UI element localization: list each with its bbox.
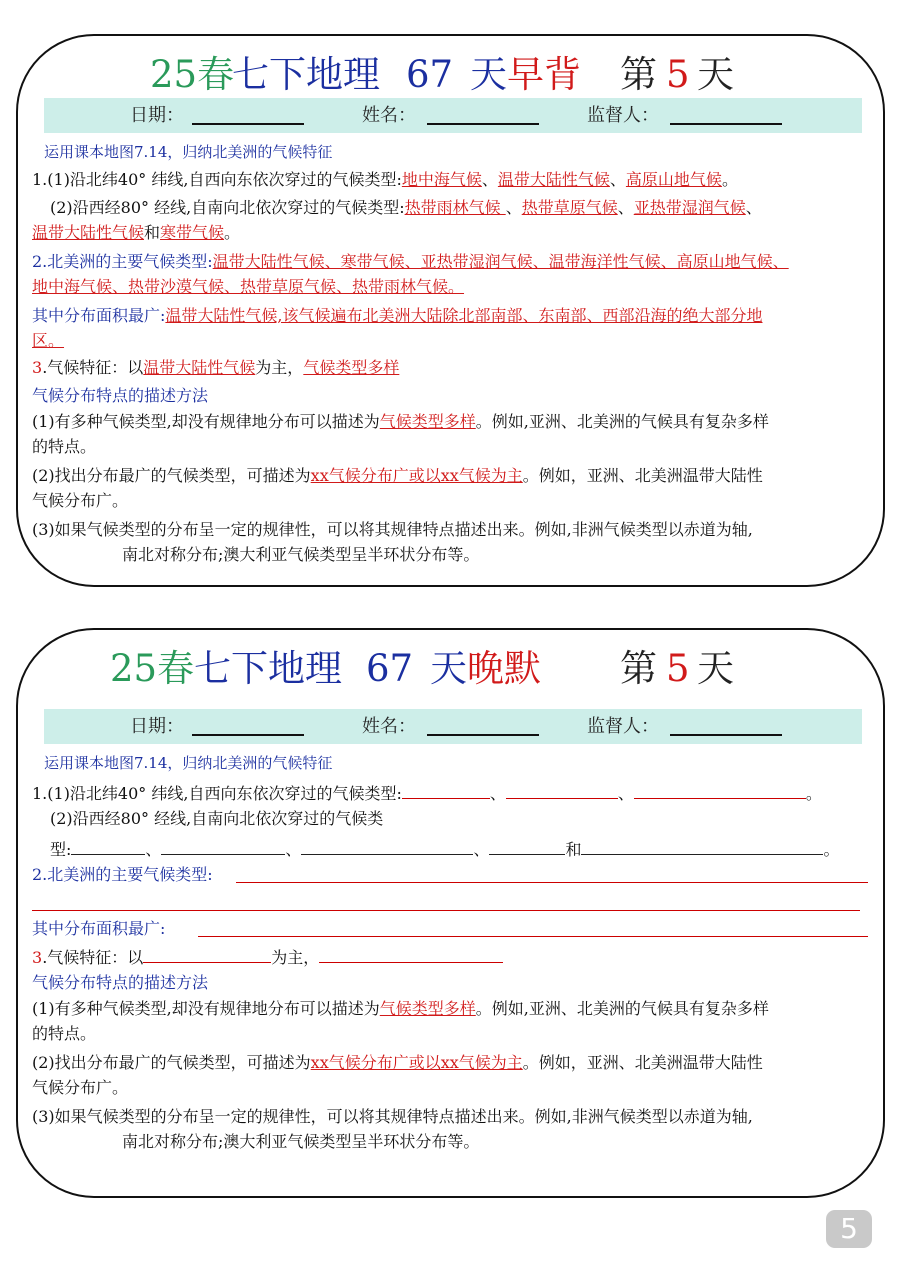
q1-line3: [50, 836, 839, 862]
method-2-line1: [32, 1051, 763, 1075]
q2-line1: [32, 250, 789, 274]
q1-line2: [50, 196, 762, 220]
title-days: 67: [366, 647, 414, 690]
separator: 和: [144, 223, 161, 242]
name-field[interactable]: [427, 123, 539, 125]
title-day-number: 5: [666, 647, 690, 690]
q3-label: .气候特征：以: [42, 358, 144, 377]
q2b-label: 其中分布面积最广:: [32, 306, 166, 325]
morning-card: [16, 34, 885, 587]
answer-blank[interactable]: [301, 836, 473, 855]
q1-line2: (2)沿西经80° 经线,自南向北依次穿过的气候类: [50, 809, 384, 828]
name-label: 姓名：: [362, 716, 416, 737]
q1b-label: (2)沿西经80° 经线,自南向北依次穿过的气候类型:: [50, 198, 405, 217]
method-title: 气候分布特点的描述方法: [32, 973, 209, 992]
answer: 温带大陆性气候、寒带气候、亚热带湿润气候、温带海洋性气候、高原山地气候、: [212, 252, 789, 271]
q2b-line1: [32, 304, 763, 328]
answer: 热带雨林气候: [404, 198, 506, 217]
answer-blank[interactable]: [581, 836, 823, 855]
title-prefix: 25春: [110, 647, 195, 690]
title-type: 早背: [507, 53, 581, 96]
date-field[interactable]: [192, 734, 304, 736]
title-days: 67: [406, 53, 454, 96]
separator: 。: [721, 170, 738, 189]
card-title: [18, 638, 883, 700]
separator: 、: [617, 784, 634, 803]
title-di: 第: [620, 53, 657, 96]
answer: 气候类型多样: [303, 358, 400, 377]
method-1-line1: [32, 997, 769, 1021]
answer-blank[interactable]: [634, 780, 806, 799]
separator: 和: [565, 840, 582, 859]
supervisor-label: 监督人：: [587, 716, 659, 737]
evening-card: [16, 628, 885, 1198]
date-field[interactable]: [192, 123, 304, 125]
q3-mid: 为主，: [271, 948, 320, 967]
supervisor-field[interactable]: [670, 123, 782, 125]
answer: 地中海气候、热带沙漠气候、热带草原气候、热带雨林气候。: [32, 277, 465, 296]
intro-text: 运用课本地图7.14，归纳北美洲的气候特征: [44, 143, 333, 161]
answer-line[interactable]: [236, 882, 868, 883]
title-tian2: 天: [697, 647, 734, 690]
title-prefix: 25春: [150, 53, 235, 96]
method-text: 。例如,亚洲、北美洲的气候具有复杂多样: [475, 999, 769, 1018]
answer: 温带大陆性气候: [497, 170, 610, 189]
answer: 气候类型多样: [379, 999, 476, 1018]
separator: 。: [805, 784, 822, 803]
q3-label: .气候特征：以: [42, 948, 144, 967]
method-3-line2: 南北对称分布;澳大利亚气候类型呈半环状分布等。: [122, 1132, 480, 1151]
separator: 、: [745, 198, 762, 217]
q2b-line2: [32, 329, 64, 353]
method-text: 。例如,亚洲、北美洲的气候具有复杂多样: [475, 412, 769, 431]
answer: 气候类型多样: [379, 412, 476, 431]
title-course: 七下地理: [194, 647, 342, 690]
answer: 高原山地气候: [625, 170, 722, 189]
supervisor-field[interactable]: [670, 734, 782, 736]
name-label: 姓名：: [362, 105, 416, 126]
card-title: [18, 44, 883, 106]
separator: 。: [224, 223, 241, 242]
answer-blank[interactable]: [319, 944, 503, 963]
date-label: 日期：: [130, 105, 184, 126]
answer-line[interactable]: [198, 936, 868, 937]
page-number-badge: 5: [826, 1210, 872, 1248]
answer: 地中海气候: [401, 170, 482, 189]
separator: 、: [285, 840, 302, 859]
separator: 、: [473, 840, 490, 859]
separator: 、: [609, 170, 626, 189]
method-2-line1: [32, 464, 763, 488]
title-day-number: 5: [666, 53, 690, 96]
date-label: 日期：: [130, 716, 184, 737]
supervisor-label: 监督人：: [587, 105, 659, 126]
method-title: 气候分布特点的描述方法: [32, 386, 209, 405]
answer: xx气候分布广或以xx气候为主: [310, 1053, 523, 1072]
method-2-line2: 气候分布广。: [32, 491, 129, 510]
title-di: 第: [620, 647, 657, 690]
q1b-label: 型:: [50, 840, 72, 859]
method-1-line1: [32, 410, 769, 434]
answer-blank[interactable]: [161, 836, 285, 855]
q2-line2: [32, 275, 464, 299]
answer: 温带大陆性气候,该气候遍布北美洲大陆除北部南部、东南部、西部沿海的绝大部分地: [165, 306, 763, 325]
q2b-label: 其中分布面积最广:: [32, 919, 166, 938]
method-text: 。例如，亚洲、北美洲温带大陆性: [522, 466, 763, 485]
name-field[interactable]: [427, 734, 539, 736]
method-text: (2)找出分布最广的气候类型，可描述为: [32, 1053, 311, 1072]
separator: 、: [505, 198, 522, 217]
answer: xx气候分布广或以xx气候为主: [310, 466, 523, 485]
method-3-line2: 南北对称分布;澳大利亚气候类型呈半环状分布等。: [122, 545, 480, 564]
method-text: (1)有多种气候类型,却没有规律地分布可以描述为: [32, 999, 380, 1018]
answer-blank[interactable]: [143, 944, 271, 963]
q3-mid: 为主，: [255, 358, 304, 377]
q2-label: 2.北美洲的主要气候类型:: [32, 252, 213, 271]
title-tian: 天: [470, 53, 507, 96]
method-text: (1)有多种气候类型,却没有规律地分布可以描述为: [32, 412, 380, 431]
title-tian: 天: [430, 647, 467, 690]
answer: 寒带气候: [160, 223, 225, 242]
answer: 区。: [32, 331, 65, 350]
answer-blank[interactable]: [489, 836, 565, 855]
q3-number: 3: [32, 948, 43, 967]
separator: 、: [489, 784, 506, 803]
answer-blank[interactable]: [71, 836, 145, 855]
answer-line[interactable]: [32, 910, 860, 911]
method-text: (2)找出分布最广的气候类型，可描述为: [32, 466, 311, 485]
q2-label: 2.北美洲的主要气候类型:: [32, 865, 213, 884]
separator: 、: [481, 170, 498, 189]
q3-line: [32, 356, 399, 380]
title-tian2: 天: [697, 53, 734, 96]
method-text: 。例如，亚洲、北美洲温带大陆性: [522, 1053, 763, 1072]
info-bar: [44, 709, 862, 744]
method-1-line2: 的特点。: [32, 1024, 97, 1043]
q1-label: 1.(1)沿北纬40° 纬线,自西向东依次穿过的气候类型:: [32, 784, 402, 803]
answer: 温带大陆性气候: [143, 358, 256, 377]
q3-line: [32, 944, 503, 970]
answer: 温带大陆性气候: [32, 223, 145, 242]
method-3-line1: (3)如果气候类型的分布呈一定的规律性，可以将其规律特点描述出来。例如,非洲气候类型以赤道为轴,: [32, 520, 753, 539]
q1-line1: [32, 168, 738, 192]
answer: 亚热带湿润气候: [633, 198, 746, 217]
q1-line3: [32, 221, 240, 245]
intro-text: 运用课本地图7.14，归纳北美洲的气候特征: [44, 754, 333, 772]
separator: 。: [823, 840, 840, 859]
title-course: 七下地理: [232, 53, 380, 96]
method-1-line2: 的特点。: [32, 437, 97, 456]
info-bar: [44, 98, 862, 133]
answer-blank[interactable]: [402, 780, 490, 799]
separator: 、: [617, 198, 634, 217]
method-2-line2: 气候分布广。: [32, 1078, 129, 1097]
q1-label: 1.(1)沿北纬40° 纬线,自西向东依次穿过的气候类型:: [32, 170, 402, 189]
q1-line1: [32, 780, 822, 806]
method-3-line1: (3)如果气候类型的分布呈一定的规律性，可以将其规律特点描述出来。例如,非洲气候类型以赤道为轴,: [32, 1107, 753, 1126]
answer-blank[interactable]: [506, 780, 618, 799]
answer: 热带草原气候: [521, 198, 618, 217]
separator: 、: [145, 840, 162, 859]
q3-number: 3: [32, 358, 43, 377]
title-type: 晚默: [467, 647, 541, 690]
